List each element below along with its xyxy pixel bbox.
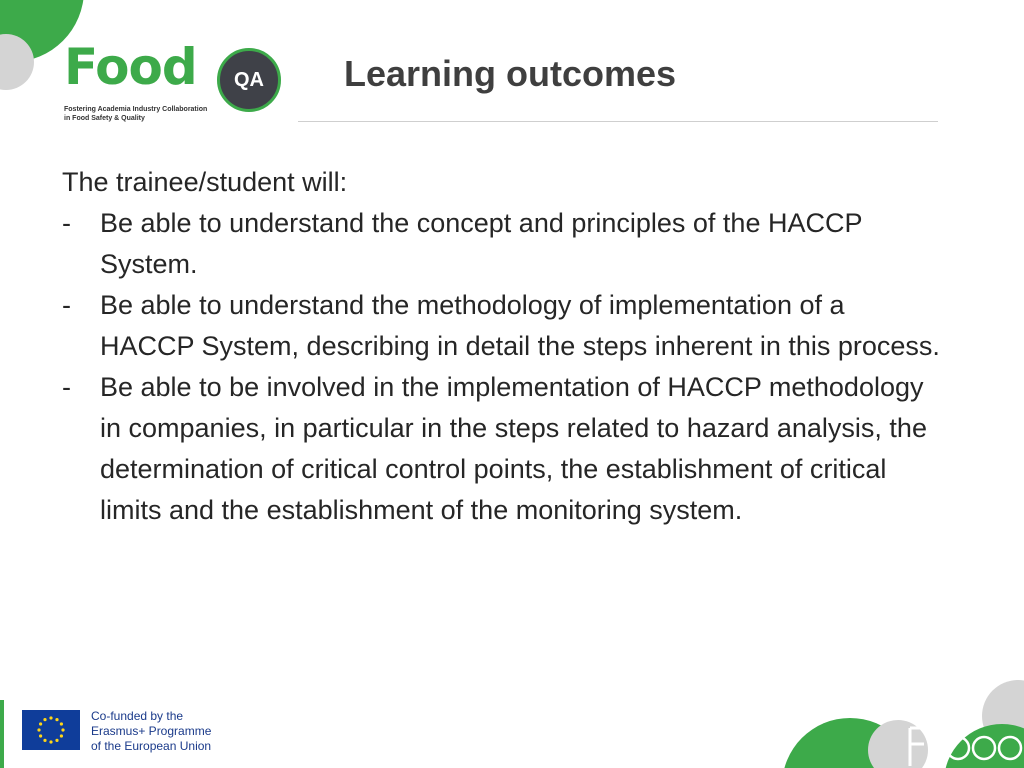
bullet-marker: - [62,372,71,402]
eu-funding-text [91,709,241,754]
outcomes-list [62,203,942,531]
bullet-marker: - [62,290,71,320]
logo-tagline [64,105,234,123]
eu-line-1: Co-funded by the [91,709,184,723]
bottom-right-decoration [740,676,1024,768]
slide-body [62,162,942,531]
eu-line-2: Erasmus+ Programme [91,724,212,738]
bullet-marker: - [62,208,71,238]
logo-tagline-line-2: in Food Safety & Quality [64,115,145,122]
decor-green-circle-right [944,724,1024,768]
foodqa-logo [64,38,294,126]
intro-text: The trainee/student will: [62,167,348,197]
logo-qa-badge: QA [217,48,281,112]
list-item [62,367,942,531]
logo-wordmark: Food [64,38,197,96]
eu-line-3: of the European Union [91,739,212,753]
eu-flag-icon [22,710,80,750]
bullet-text: Be able to understand the concept and principles of the HACCP System. [100,208,862,279]
list-item [62,285,942,367]
logo-tagline-line-1: Fostering Academia Industry Collaboration [64,106,208,113]
slide-title: Learning outcomes [344,53,677,94]
bullet-text: Be able to be involved in the implementation of HACCP methodology in companies, in particular in the steps related to hazard analysis, the determination of critical control points, the establishment of critical limits and the establishment of the monitoring system. [100,372,927,525]
title-divider [298,121,938,122]
list-item [62,203,942,285]
eu-funding-notice [0,698,240,768]
bullet-text: Be able to understand the methodology of implementation of a HACCP System, describing in detail the steps inherent in this process. [100,290,940,361]
